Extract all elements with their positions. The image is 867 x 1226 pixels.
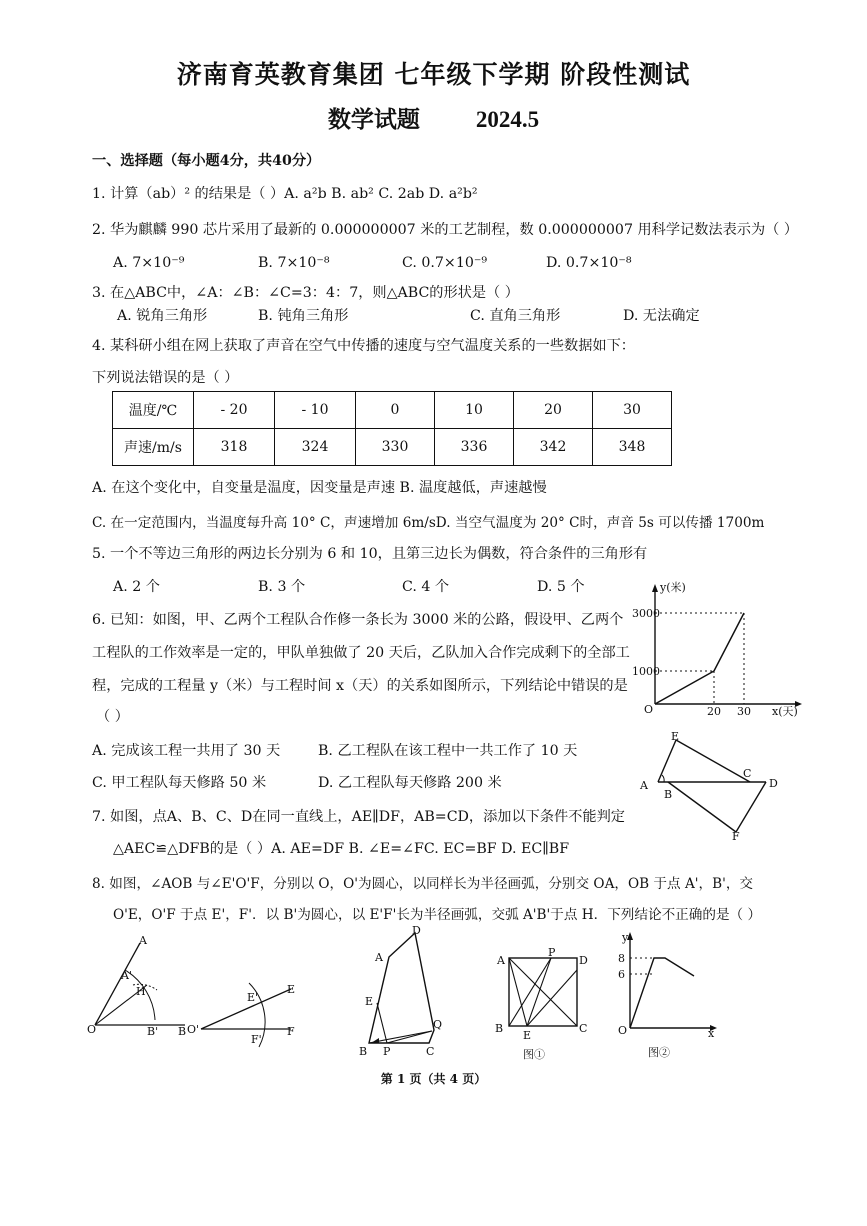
q6-option-b: B. 乙工程队在该工程中一共工作了 10 天 xyxy=(318,743,578,759)
question-5: 5. 一个不等边三角形的两边长分别为 6 和 10，且第三边长为偶数，符合条件的三角形有 xyxy=(92,546,648,562)
label-o-prime: O' xyxy=(187,1023,200,1036)
table-cell: 324 xyxy=(275,429,356,466)
q3-option-c: C. 直角三角形 xyxy=(470,308,561,324)
figure-2-caption: 图② xyxy=(648,1046,670,1059)
y-label: y xyxy=(622,931,629,944)
label-c: C xyxy=(579,1022,588,1035)
page-footer: 第 1 页（共 4 页） xyxy=(380,1072,487,1086)
x-label: x(天) xyxy=(772,705,798,718)
question-8-line1: 8. 如图，∠AOB 与∠E'O'F，分别以 O，O'为圆心，以同样长为半径画弧，分别交 OA，OB 于点 A'，B'，交 xyxy=(92,876,754,892)
question-6-line2: 工程队的工作效率是一定的，甲队单独做了 20 天后，乙队加入合作完成剩下的全部工 xyxy=(92,645,630,661)
origin-label: O xyxy=(644,703,654,716)
label-e: E xyxy=(671,730,680,743)
table-cell: - 20 xyxy=(194,392,275,429)
ray-oe xyxy=(201,989,291,1029)
label-a: A xyxy=(375,951,383,964)
label-b: B xyxy=(664,788,673,801)
label-f: F xyxy=(287,1025,295,1038)
table-row xyxy=(113,392,672,429)
q5-option-a: A. 2 个 xyxy=(113,579,160,595)
table-cell: 318 xyxy=(194,429,275,466)
label-e: E xyxy=(287,983,296,996)
label-f: F xyxy=(732,830,740,843)
label-p: P xyxy=(548,946,556,959)
label-a: A xyxy=(640,779,648,792)
figure-quadrilateral xyxy=(357,925,457,1060)
label-e: E xyxy=(365,995,374,1008)
q7-figure xyxy=(638,732,788,842)
ray-oa xyxy=(95,943,140,1025)
y-tick-3000: 3000 xyxy=(632,607,660,620)
section-heading: 一、选择题（每小题4分，共40分） xyxy=(92,153,321,169)
y-tick-1000: 1000 xyxy=(632,665,660,678)
table-cell: 342 xyxy=(514,429,593,466)
question-6-line1: 6. 已知：如图，甲、乙两个工程队合作修一条长为 3000 米的公路，假设甲、乙两个 xyxy=(92,612,624,628)
x-tick-30: 30 xyxy=(737,705,751,718)
label-b: B xyxy=(359,1045,368,1058)
q3-option-d: D. 无法确定 xyxy=(623,308,700,324)
segment-pb xyxy=(509,958,551,1026)
q6-option-c: C. 甲工程队每天修路 50 米 xyxy=(92,775,267,791)
question-2: 2. 华为麒麟 990 芯片采用了最新的 0.000000007 米的工艺制程，数 0.000000007 用科学记数法表示为（ ） xyxy=(92,222,799,238)
question-6-line4: （ ） xyxy=(96,709,129,725)
y-axis-arrow xyxy=(652,584,658,592)
table-cell: 30 xyxy=(593,392,672,429)
segment-e-side xyxy=(527,970,577,1026)
label-b: B xyxy=(178,1025,187,1038)
angle-mark xyxy=(662,775,664,782)
table-cell: 336 xyxy=(435,429,514,466)
x-label: x xyxy=(708,1027,715,1040)
q5-option-b: B. 3 个 xyxy=(258,579,306,595)
figure-graph-2 xyxy=(610,930,740,1060)
work-line xyxy=(655,613,744,704)
figure-angle-eof xyxy=(187,975,307,1055)
question-3: 3. 在△ABC中，∠A：∠B：∠C=3：4：7，则△ABC的形状是（ ） xyxy=(92,285,519,301)
y-tick-6: 6 xyxy=(618,968,625,981)
table-cell: 20 xyxy=(514,392,593,429)
label-c: C xyxy=(743,767,752,780)
q2-option-d: D. 0.7×10⁻⁸ xyxy=(546,255,632,271)
graph-line xyxy=(630,958,694,1028)
label-a: A xyxy=(139,934,147,947)
exam-date: 2024.5 xyxy=(475,107,540,132)
label-h: H xyxy=(136,985,146,998)
table-cell: 330 xyxy=(356,429,435,466)
figure-square xyxy=(493,948,593,1063)
table-cell: 348 xyxy=(593,429,672,466)
q4-prompt: 下列说法错误的是（ ） xyxy=(92,370,239,386)
segment-bf xyxy=(668,782,736,832)
label-p: P xyxy=(383,1045,391,1058)
label-d: D xyxy=(412,924,421,937)
q3-option-b: B. 钝角三角形 xyxy=(258,308,349,324)
q3-option-a: A. 锐角三角形 xyxy=(117,308,208,324)
sound-speed-table xyxy=(112,391,672,466)
question-6-line3: 程，完成的工程量 y（米）与工程时间 x（天）的关系如图所示，下列结论中错误的是 xyxy=(92,678,628,694)
diagonal xyxy=(509,958,577,1026)
label-b-prime: B' xyxy=(147,1025,159,1038)
q6-option-a: A. 完成该工程一共用了 30 天 xyxy=(92,743,281,759)
segment-df xyxy=(736,782,766,832)
label-f-prime: F' xyxy=(251,1033,262,1046)
question-1: 1. 计算（ab）² 的结果是（ ）A. a²b B. ab² C. 2ab D. a²b² xyxy=(92,186,478,202)
question-7-line1: 7. 如图，点A、B、C、D在同一直线上，AE∥DF，AB=CD，添加以下条件不能判定 xyxy=(92,809,625,825)
q6-work-graph xyxy=(630,581,810,718)
table-row-label: 声速/m/s xyxy=(113,429,194,466)
label-d: D xyxy=(579,954,588,967)
x-tick-20: 20 xyxy=(707,705,721,718)
q2-option-c: C. 0.7×10⁻⁹ xyxy=(402,255,488,271)
label-q: Q xyxy=(433,1018,443,1031)
label-d: D xyxy=(769,777,778,790)
segment-ae xyxy=(509,958,527,1026)
q4-options-ab: A. 在这个变化中，自变量是温度，因变量是声速 B. 温度越低，声速越慢 xyxy=(92,480,547,496)
label-e: E xyxy=(523,1029,532,1042)
segment-ec xyxy=(676,740,750,782)
table-cell: 0 xyxy=(356,392,435,429)
q2-option-b: B. 7×10⁻⁸ xyxy=(258,255,330,271)
q5-option-c: C. 4 个 xyxy=(402,579,450,595)
exam-title: 济南育英教育集团 七年级下学期 阶段性测试 xyxy=(176,60,691,89)
figure-angle-aob xyxy=(85,934,195,1038)
table-cell: 10 xyxy=(435,392,514,429)
question-4: 4. 某科研小组在网上获取了声音在空气中传播的速度与空气温度关系的一些数据如下： xyxy=(92,338,635,354)
subject-title: 数学试题 xyxy=(327,106,420,133)
label-e-prime: E' xyxy=(247,991,259,1004)
label-a-prime: A' xyxy=(121,969,132,982)
origin-label: O xyxy=(618,1024,628,1037)
table-cell: - 10 xyxy=(275,392,356,429)
q4-options-cd: C. 在一定范围内，当温度每升高 10° C，声速增加 6m/sD. 当空气温度为 20° C时，声音 5s 可以传播 1700m xyxy=(92,515,765,531)
q2-option-a: A. 7×10⁻⁹ xyxy=(113,255,185,271)
exam-subtitle xyxy=(0,101,867,134)
label-b: B xyxy=(495,1022,504,1035)
table-row-label: 温度/℃ xyxy=(113,392,194,429)
segment-ae xyxy=(658,740,676,782)
quad-outline xyxy=(369,933,434,1043)
question-8-line2: O'E，O'F 于点 E'，F'．以 B'为圆心，以 E'F'长为半径画弧，交弧 A'B'于点 H．下列结论不正确的是（ ） xyxy=(113,907,762,923)
question-7-line2: △AEC≌△DFB的是（ ）A. AE=DF B. ∠E=∠FC. EC=BF D. EC∥BF xyxy=(113,841,570,857)
y-tick-8: 8 xyxy=(618,952,625,965)
label-a: A xyxy=(497,954,505,967)
y-label: y(米) xyxy=(660,581,686,594)
label-c: C xyxy=(426,1045,435,1058)
label-o: O xyxy=(87,1023,97,1036)
table-row xyxy=(113,429,672,466)
segment-ep xyxy=(377,1003,387,1043)
q5-option-d: D. 5 个 xyxy=(537,579,585,595)
q6-option-d: D. 乙工程队每天修路 200 米 xyxy=(318,775,502,791)
angle-mark xyxy=(371,1038,379,1043)
figure-1-caption: 图① xyxy=(523,1048,545,1061)
